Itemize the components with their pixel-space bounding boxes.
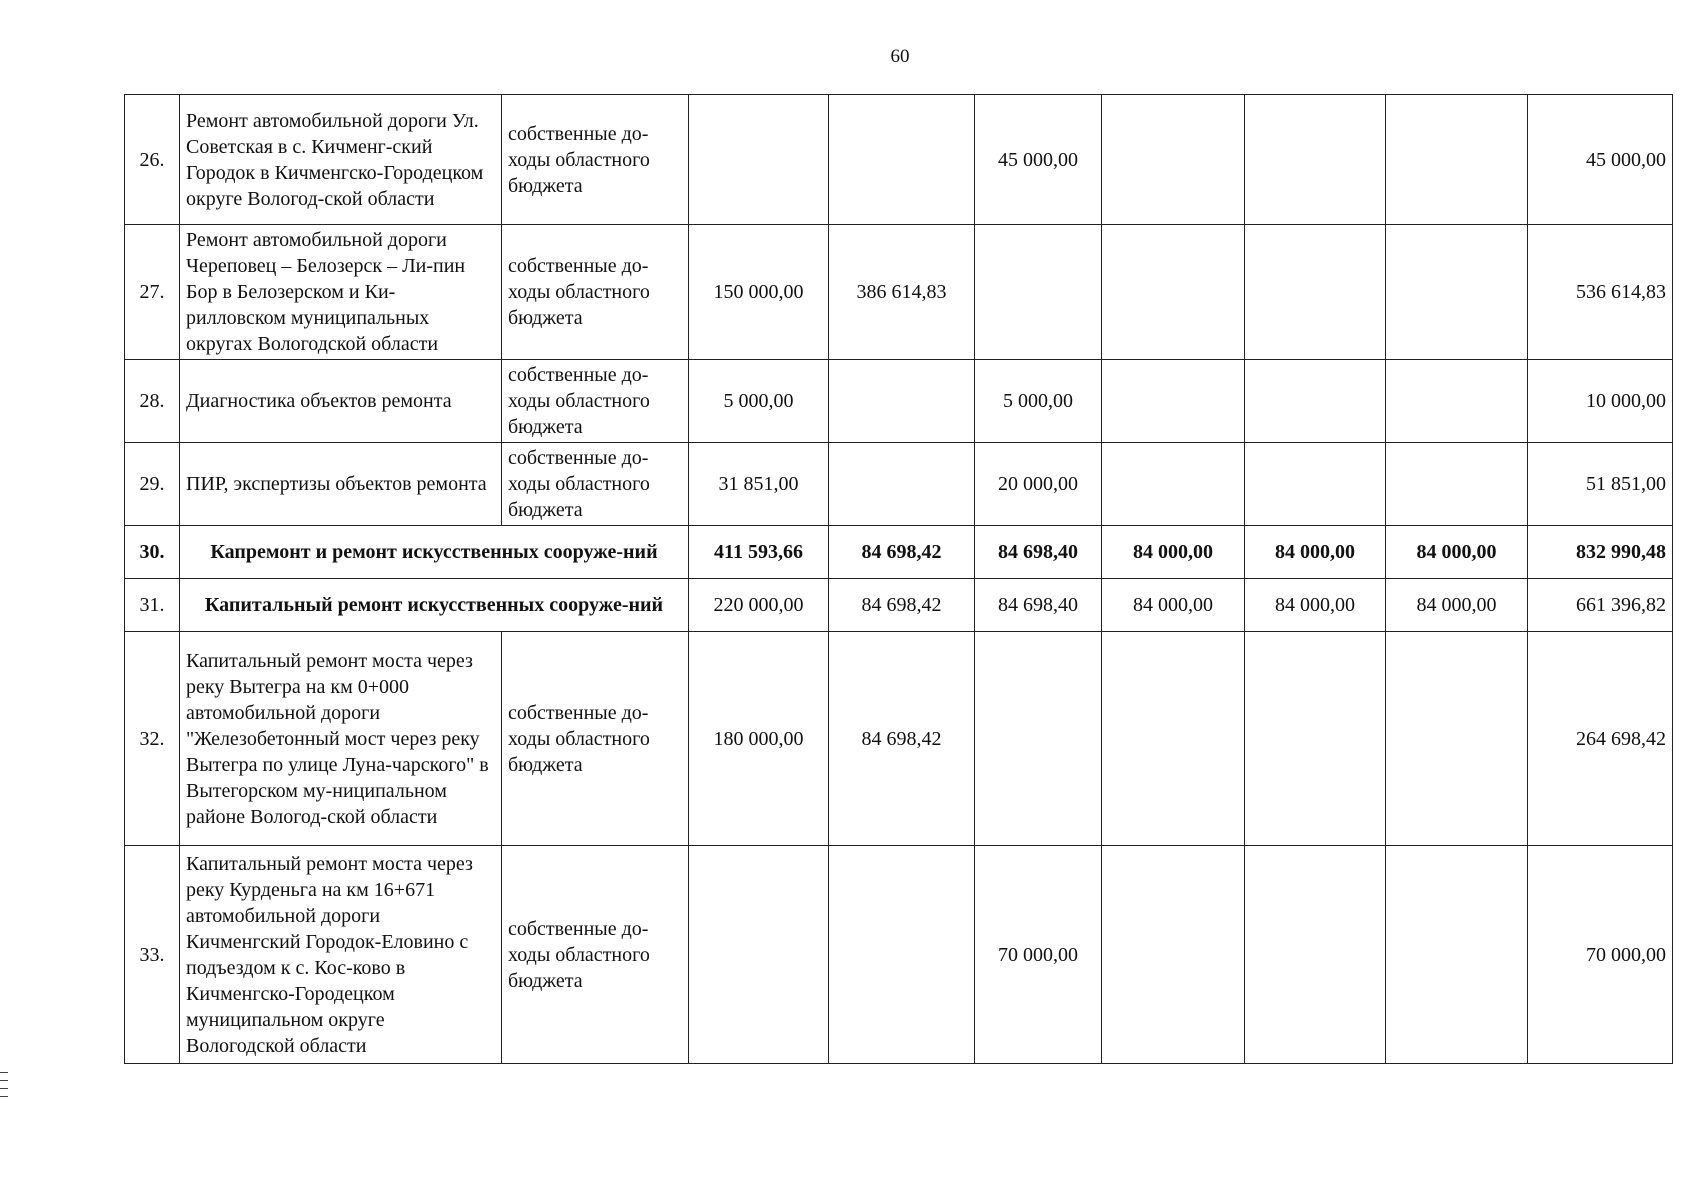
value-cell — [1245, 846, 1386, 1064]
total-cell: 51 851,00 — [1528, 443, 1673, 526]
value-cell: 84 698,42 — [829, 632, 975, 846]
object-name: ПИР, экспертизы объектов ремонта — [180, 443, 502, 526]
funding-source: собственные до-ходы областного бюджета — [502, 632, 689, 846]
value-cell — [689, 846, 829, 1064]
value-cell: 84 698,40 — [975, 579, 1102, 632]
value-cell — [975, 632, 1102, 846]
row-number: 28. — [125, 360, 180, 443]
value-cell: 386 614,83 — [829, 225, 975, 360]
object-name: Капитальный ремонт моста через реку Вытегра на км 0+000 автомобильной дороги "Железобетонный мост через реку Вытегра по улице Луна-чарского" в Вытегорском му-ниципальном районе Вологод-ской области — [180, 632, 502, 846]
funding-source: собственные до-ходы областного бюджета — [502, 443, 689, 526]
value-cell — [1102, 846, 1245, 1064]
value-cell — [829, 360, 975, 443]
budget-table — [124, 94, 1673, 1064]
value-cell — [829, 95, 975, 225]
value-cell — [1245, 95, 1386, 225]
object-name: Капремонт и ремонт искусственных сооруже-ний — [180, 526, 689, 579]
row-number: 33. — [125, 846, 180, 1064]
object-name: Диагностика объектов ремонта — [180, 360, 502, 443]
value-cell — [1102, 225, 1245, 360]
value-cell: 180 000,00 — [689, 632, 829, 846]
value-cell: 84 000,00 — [1245, 579, 1386, 632]
value-cell: 84 698,42 — [829, 579, 975, 632]
value-cell: 411 593,66 — [689, 526, 829, 579]
total-cell: 536 614,83 — [1528, 225, 1673, 360]
value-cell — [1245, 632, 1386, 846]
table-row — [125, 632, 1673, 846]
value-cell — [1386, 360, 1528, 443]
object-name: Капитальный ремонт искусственных сооруже-ний — [180, 579, 689, 632]
value-cell: 220 000,00 — [689, 579, 829, 632]
object-name: Ремонт автомобильной дороги Череповец – Белозерск – Ли-пин Бор в Белозерском и Ки-рилловском муниципальных округах Вологодской области — [180, 225, 502, 360]
total-cell: 10 000,00 — [1528, 360, 1673, 443]
table-row — [125, 846, 1673, 1064]
value-cell — [1386, 632, 1528, 846]
value-cell — [1386, 225, 1528, 360]
object-name: Ремонт автомобильной дороги Ул. Советская в с. Кичменг-ский Городок в Кичменгско-Городецком округе Вологод-ской области — [180, 95, 502, 225]
value-cell — [1245, 443, 1386, 526]
total-cell: 70 000,00 — [1528, 846, 1673, 1064]
object-name: Капитальный ремонт моста через реку Курденьга на км 16+671 автомобильной дороги Кичменгский Городок-Еловино с подъездом к с. Кос-ково в Кичменгско-Городецком муниципальном округе Вологодской области — [180, 846, 502, 1064]
value-cell — [1386, 95, 1528, 225]
value-cell: 84 000,00 — [1245, 526, 1386, 579]
total-cell: 264 698,42 — [1528, 632, 1673, 846]
value-cell — [829, 846, 975, 1064]
total-cell: 832 990,48 — [1528, 526, 1673, 579]
table-row — [125, 95, 1673, 225]
row-number: 26. — [125, 95, 180, 225]
margin-tick — [0, 1088, 8, 1089]
value-cell — [1102, 443, 1245, 526]
value-cell: 84 000,00 — [1386, 526, 1528, 579]
row-number: 31. — [125, 579, 180, 632]
row-number: 30. — [125, 526, 180, 579]
value-cell: 84 698,40 — [975, 526, 1102, 579]
value-cell: 84 000,00 — [1102, 526, 1245, 579]
funding-source: собственные до-ходы областного бюджета — [502, 95, 689, 225]
value-cell — [975, 225, 1102, 360]
funding-source: собственные до-ходы областного бюджета — [502, 846, 689, 1064]
value-cell: 31 851,00 — [689, 443, 829, 526]
total-cell: 661 396,82 — [1528, 579, 1673, 632]
value-cell — [1102, 95, 1245, 225]
row-number: 27. — [125, 225, 180, 360]
value-cell — [1245, 360, 1386, 443]
value-cell: 20 000,00 — [975, 443, 1102, 526]
value-cell: 150 000,00 — [689, 225, 829, 360]
table-row — [125, 225, 1673, 360]
value-cell: 84 698,42 — [829, 526, 975, 579]
value-cell: 5 000,00 — [975, 360, 1102, 443]
value-cell: 84 000,00 — [1102, 579, 1245, 632]
value-cell: 45 000,00 — [975, 95, 1102, 225]
funding-source: собственные до-ходы областного бюджета — [502, 360, 689, 443]
value-cell — [1245, 225, 1386, 360]
table-row — [125, 443, 1673, 526]
value-cell — [1102, 360, 1245, 443]
margin-tick — [0, 1096, 8, 1097]
value-cell — [1386, 443, 1528, 526]
page-number: 60 — [890, 46, 910, 67]
value-cell: 84 000,00 — [1386, 579, 1528, 632]
table-row — [125, 360, 1673, 443]
table-row — [125, 579, 1673, 632]
value-cell — [1102, 632, 1245, 846]
row-number: 32. — [125, 632, 180, 846]
value-cell: 70 000,00 — [975, 846, 1102, 1064]
row-number: 29. — [125, 443, 180, 526]
value-cell: 5 000,00 — [689, 360, 829, 443]
value-cell — [689, 95, 829, 225]
value-cell — [829, 443, 975, 526]
value-cell — [1386, 846, 1528, 1064]
margin-tick — [0, 1072, 8, 1073]
total-cell: 45 000,00 — [1528, 95, 1673, 225]
table-row — [125, 526, 1673, 579]
funding-source: собственные до-ходы областного бюджета — [502, 225, 689, 360]
margin-tick — [0, 1080, 8, 1081]
margin-marks — [0, 1072, 8, 1106]
